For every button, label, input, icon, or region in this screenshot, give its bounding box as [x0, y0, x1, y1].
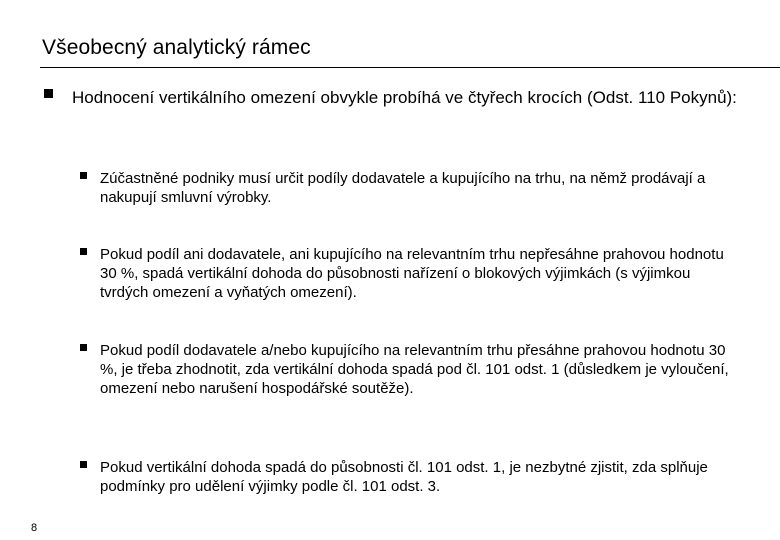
- square-bullet-icon: [80, 461, 87, 468]
- sub-bullet-text: Pokud vertikální dohoda spadá do působnosti čl. 101 odst. 1, je nezbytné zjistit, zda splňuje podmínky pro udělení výjimky podle čl. 101 odst. 3.: [100, 459, 708, 495]
- title-divider: [40, 67, 780, 68]
- sub-bullet-text: Pokud podíl dodavatele a/nebo kupujícího na relevantním trhu přesáhne prahovou hodnotu 30 %, je třeba zhodnotit, zda vertikální dohoda spadá pod čl. 101 odst. 1 (důsledkem je vyloučení, omezení nebo narušení hospodářské soutěže).: [100, 342, 729, 397]
- sub-bullet-text: Pokud podíl ani dodavatele, ani kupujícího na relevantním trhu nepřesáhne prahovou hodnotu 30 %, spadá vertikální dohoda do působnosti nařízení o blokových výjimkách (s výjimkou tvrdých omezení a vyňatých omezení).: [100, 246, 724, 301]
- square-bullet-icon: [80, 248, 87, 255]
- sub-bullet-text: Zúčastněné podniky musí určit podíly dodavatele a kupujícího na trhu, na němž prodávají a nakupují smluvní výrobky.: [100, 170, 706, 206]
- page-number: 8: [31, 522, 38, 534]
- square-bullet-icon: [80, 344, 87, 351]
- main-bullet-text: Hodnocení vertikálního omezení obvykle probíhá ve čtyřech krocích (Odst. 110 Pokynů):: [72, 88, 737, 107]
- square-bullet-icon: [44, 89, 53, 98]
- square-bullet-icon: [80, 172, 87, 179]
- slide-title: Všeobecný analytický rámec: [42, 36, 311, 59]
